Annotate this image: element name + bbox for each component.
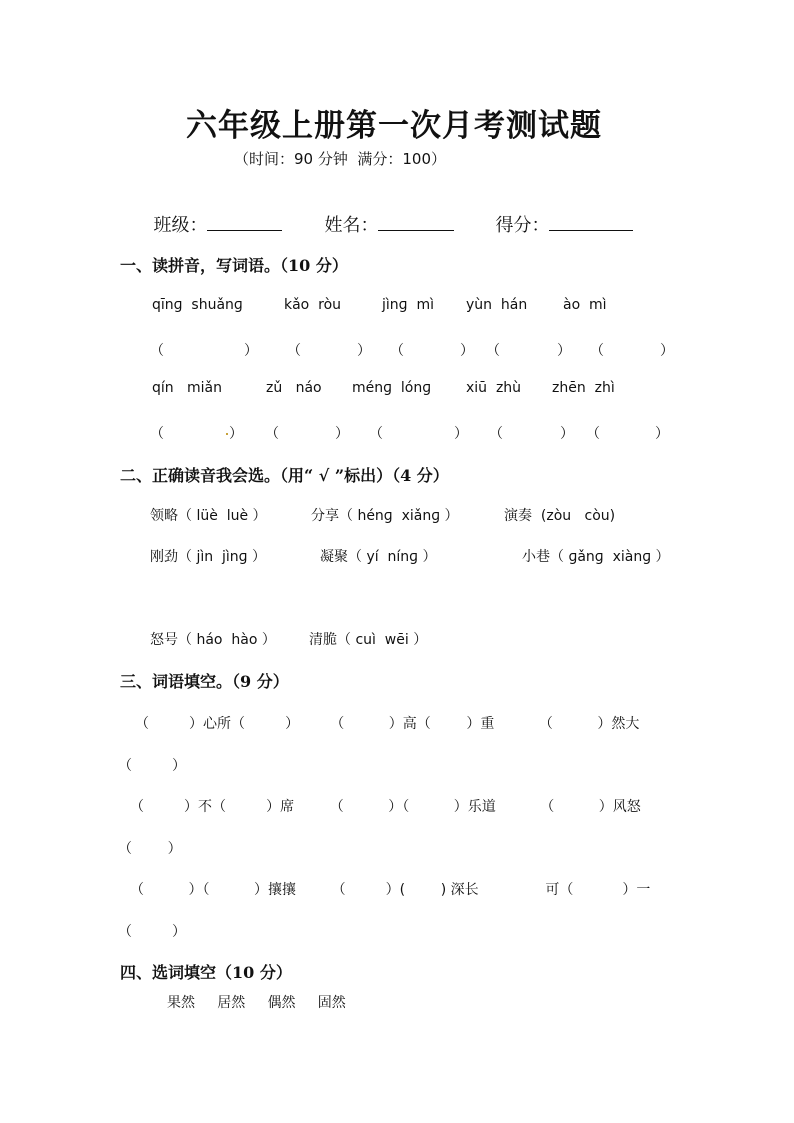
word-options: 果然 居然 偶然 固然 <box>167 995 346 1011</box>
answer-open-paren: （ <box>369 426 383 442</box>
fill-line: （ ）心所（ ） （ ）高（ ）重 （ ）然大 <box>135 716 640 732</box>
fill-line: （ ） <box>118 924 187 940</box>
answer-close-paren: ） <box>560 426 574 442</box>
section3-heading: 三、词语填空。（9 分） <box>120 672 289 691</box>
page-title: 六年级上册第一次月考测试题 <box>186 108 602 144</box>
answer-open-paren: （ <box>486 343 500 359</box>
section4-heading: 四、选词填空（10 分） <box>120 963 292 982</box>
pinyin-item: ménɡ lónɡ <box>352 380 432 396</box>
score-blank[interactable] <box>549 212 633 231</box>
pinyin-item: kǎo ròu <box>284 297 342 313</box>
pronunciation-choice: 领略（ lüè luè ） <box>150 508 267 524</box>
fill-line: （ ）不（ ）席 （ ）（ ）乐道 （ ）风怒 <box>130 799 641 815</box>
answer-close-paren: ） <box>660 343 674 359</box>
class-label: 班级： <box>153 215 208 236</box>
pronunciation-choice: 怒号（ háo hào ） <box>150 632 276 648</box>
answer-close-paren: ） <box>357 343 371 359</box>
ink-dot <box>226 433 228 435</box>
class-blank[interactable] <box>207 212 282 231</box>
section2-heading: 二、正确读音我会选。（用“ √ ”标出）（4 分） <box>120 466 449 485</box>
pinyin-item: ào mì <box>563 297 607 313</box>
pinyin-item: qín miǎn <box>152 380 222 396</box>
section1-heading: 一、读拼音，写词语。（10 分） <box>120 256 348 275</box>
score-label: 得分： <box>495 215 550 236</box>
pinyin-item: zǔ náo <box>266 380 322 396</box>
fill-line: （ ）（ ）攘攘 （ ）( ) 深长 可（ ）一 <box>130 882 651 898</box>
answer-close-paren: ） <box>557 343 571 359</box>
answer-close-paren: ） <box>460 343 474 359</box>
answer-close-paren: ） <box>655 426 669 442</box>
answer-open-paren: （ <box>586 426 600 442</box>
answer-open-paren: （ <box>590 343 604 359</box>
pinyin-item: xiū zhù <box>466 380 522 396</box>
answer-open-paren: （ <box>150 426 164 442</box>
pinyin-item: jìnɡ mì <box>382 297 434 313</box>
answer-open-paren: （ <box>265 426 279 442</box>
pronunciation-choice: 小巷（ ɡǎnɡ xiànɡ ） <box>522 549 670 565</box>
answer-open-paren: （ <box>390 343 404 359</box>
pronunciation-choice: 分享（ hénɡ xiǎnɡ ） <box>311 508 459 524</box>
exam-subtitle: （时间：90 分钟 满分：100） <box>234 150 447 168</box>
name-field <box>313 190 454 237</box>
answer-close-paren: ） <box>244 343 258 359</box>
answer-close-paren: ） <box>454 426 468 442</box>
answer-open-paren: （ <box>287 343 301 359</box>
pronunciation-choice: 演奏 (zòu còu) <box>504 508 616 524</box>
pinyin-item: qīnɡ shuǎnɡ <box>152 297 243 313</box>
answer-close-paren: ） <box>229 426 243 442</box>
pronunciation-choice: 凝聚（ yí nínɡ ） <box>320 549 437 565</box>
pinyin-item: yùn hán <box>466 297 528 313</box>
class-field <box>142 190 282 237</box>
pronunciation-choice: 刚劲（ jìn jìnɡ ） <box>150 549 266 565</box>
answer-open-paren: （ <box>489 426 503 442</box>
fill-line: （ ） <box>118 758 187 774</box>
pinyin-item: zhēn zhì <box>552 380 615 396</box>
answer-open-paren: （ <box>150 343 164 359</box>
score-field <box>484 190 633 237</box>
name-blank[interactable] <box>378 212 454 231</box>
name-label: 姓名： <box>324 215 379 236</box>
answer-close-paren: ） <box>335 426 349 442</box>
fill-line: （ ） <box>118 841 182 857</box>
pronunciation-choice: 清脆（ cuì wēi ） <box>309 632 428 648</box>
